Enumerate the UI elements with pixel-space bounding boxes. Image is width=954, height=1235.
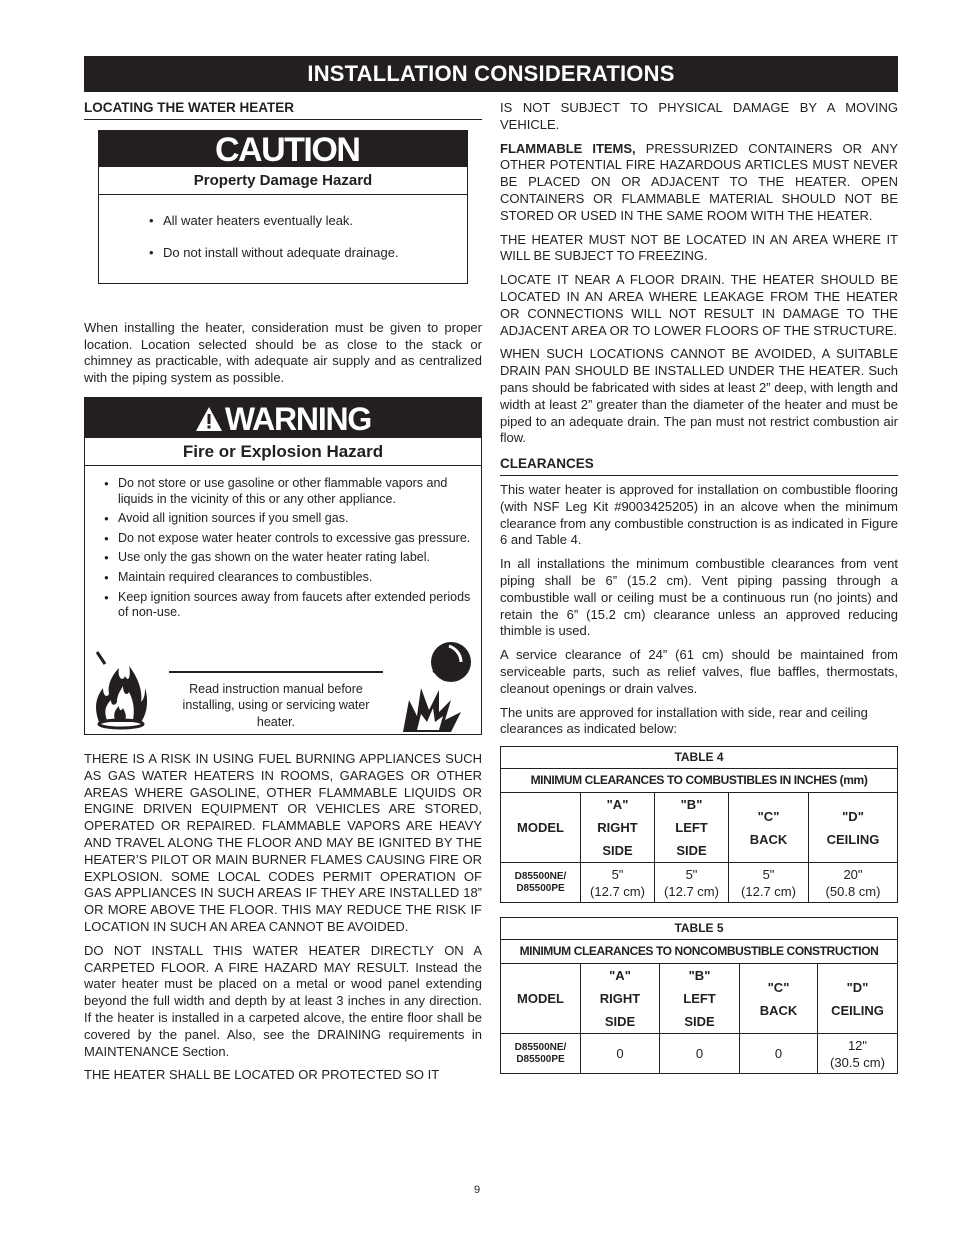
caution-list	[99, 195, 467, 283]
table-header-d: "D" CEILING	[818, 964, 898, 1034]
freezing-paragraph: THE HEATER MUST NOT BE LOCATED IN AN AREA WHERE IT WILL BE SUBJECT TO FREEZING.	[500, 231, 898, 264]
page-number: 9	[473, 1184, 481, 1196]
caution-item: • Do not install without adequate drainage.	[149, 245, 467, 262]
table-cell: 12" (30.5 cm)	[818, 1034, 898, 1074]
caution-item: • All water heaters eventually leak.	[149, 213, 467, 230]
clearances-paragraph-4: The units are approved for installation with side, rear and ceiling clearances as indicated below:	[500, 704, 868, 737]
table-cell: 0	[660, 1034, 740, 1074]
clearances-paragraph-2: In all installations the minimum combustible clearances from vent piping shall be 6” (15.2 cm). Vent piping passing through a combustible wall or ceiling must be a continuous run (no joints) and retain the 6” (15.2 cm) clearance unless an approved reducing thimble is used.	[500, 556, 898, 639]
table-header-d: "D" CEILING	[809, 793, 898, 863]
flammable-rest: PRESSURIZED CONTAINERS OR ANY OTHER POTENTIAL FIRE HAZARDOUS ARTICLES MUST NEVER BE PLACED ON OR ADJACENT TO THE HEATER. OPEN CONTAINERS OR FLAMMABLE MATERIAL SHOULD NOT BE STORED OR USED IN THE SAME ROOM WITH THE HEATER.	[500, 140, 899, 223]
flammable-paragraph	[500, 141, 898, 225]
table-header-a: "A" RIGHT SIDE	[581, 964, 660, 1034]
carpet-paragraph: DO NOT INSTALL THIS WATER HEATER DIRECTLY ON A CARPETED FLOOR. A FIRE HAZARD MAY RESULT. Instead the water heater must be placed on a metal or wood panel extending beyond the full width and depth by at least 3 inches in any direction. If the heater is installed in a carpeted alcove, the entire floor shall be covered by the panel. Also, see the DRAINING requirements in MAINTENANCE Section.	[84, 942, 482, 1059]
table-header-a: "A" RIGHT SIDE	[581, 793, 655, 863]
caution-subtitle: Property Damage Hazard	[99, 167, 467, 195]
table-header-model: MODEL	[501, 964, 581, 1034]
table-header-b: "B" LEFT SIDE	[655, 793, 729, 863]
warning-list	[101, 476, 471, 625]
drain-pan-rest: Such pans should be fabricated with sides at least 2” deep, with length and width at least 2” greater than the diameter of the heater and must be piped to an adequate drain. The pan must not restrict combustion air flow.	[500, 363, 898, 446]
warning-body	[85, 466, 481, 734]
table-5	[500, 917, 898, 1074]
clearances-paragraph-3: A service clearance of 24” (61 cm) should be maintained from serviceable parts, such as relief valves, flue baffles, thermostats, cleanout openings or drain valves.	[500, 647, 898, 696]
warning-item: ● Do not store or use gasoline or other flammable vapors and liquids in the vicinity of this or any other appliance.	[101, 476, 471, 507]
table-caption: MINIMUM CLEARANCES TO NONCOMBUSTIBLE CONSTRUCTION	[501, 940, 898, 964]
read-manual-note: Read instruction manual before installing, using or servicing water heater.	[169, 671, 383, 731]
drain-pan-paragraph	[500, 346, 898, 447]
warning-item: ● Use only the gas shown on the water heater rating label.	[101, 550, 471, 566]
drain-paragraph: LOCATE IT NEAR A FLOOR DRAIN. THE HEATER SHOULD BE LOCATED IN AN AREA WHERE LEAKAGE FROM THE HEATER OR CONNECTIONS WILL NOT RESULT IN DAMAGE TO THE ADJACENT AREA OR TO LOWER FLOORS OF THE STRUCTURE.	[500, 272, 898, 338]
warning-triangle-icon	[195, 400, 223, 442]
fire-flame-icon	[91, 644, 149, 737]
explosion-icon	[399, 640, 479, 737]
right-column	[500, 100, 898, 1074]
warning-item: ● Maintain required clearances to combustibles.	[101, 570, 471, 586]
section-heading-locating: LOCATING THE WATER HEATER	[84, 100, 482, 120]
caution-box	[98, 130, 468, 284]
table-cell-model: D85500NE/ D85500PE	[501, 1034, 581, 1074]
table-header-model: MODEL	[501, 793, 581, 863]
table-cell: 5" (12.7 cm)	[581, 863, 655, 903]
table-4	[500, 746, 898, 903]
section-heading-clearances: CLEARANCES	[500, 456, 898, 476]
clearances-paragraph-1: This water heater is approved for installation on combustible flooring (with NSF Leg Kit #9003425205) in an alcove when the minimum clearance from any combustible construction is as indicated in Figure 6 and Table 4.	[500, 481, 898, 548]
caution-title: CAUTION	[99, 131, 467, 167]
left-column	[84, 100, 482, 1091]
table-cell: 5" (12.7 cm)	[729, 863, 809, 903]
table-cell: 5" (12.7 cm)	[655, 863, 729, 903]
warning-title-bar	[85, 398, 481, 438]
table-title: TABLE 4	[501, 747, 898, 769]
warning-item: ● Avoid all ignition sources if you smell gas.	[101, 511, 471, 527]
vehicle-paragraph: IS NOT SUBJECT TO PHYSICAL DAMAGE BY A MOVING VEHICLE.	[500, 100, 898, 132]
table-cell: 0	[581, 1034, 660, 1074]
table-title: TABLE 5	[501, 918, 898, 940]
flammable-lead: FLAMMABLE ITEMS,	[500, 140, 636, 156]
table-row	[501, 863, 898, 903]
intro-paragraph: When installing the heater, consideration must be given to proper location. Location selected should be as close to the stack or chimney as practicable, with adequate air supply and as centralized with the piping system as possible.	[84, 319, 482, 386]
warning-item: ● Do not expose water heater controls to excessive gas pressure.	[101, 531, 471, 547]
table-header-c: "C" BACK	[729, 793, 809, 863]
table-header-c: "C" BACK	[740, 964, 818, 1034]
table-cell: 20" (50.8 cm)	[809, 863, 898, 903]
warning-subtitle: Fire or Explosion Hazard	[85, 438, 481, 466]
warning-item: ● Keep ignition sources away from faucets after extended periods of non-use.	[101, 590, 471, 621]
warning-box	[84, 397, 482, 735]
table-row	[501, 1034, 898, 1074]
located-paragraph: THE HEATER SHALL BE LOCATED OR PROTECTED SO IT	[84, 1067, 440, 1083]
table-cell-model: D85500NE/ D85500PE	[501, 863, 581, 903]
table-header-b: "B" LEFT SIDE	[660, 964, 740, 1034]
table-caption: MINIMUM CLEARANCES TO COMBUSTIBLES IN INCHES (mm)	[501, 769, 898, 793]
risk-paragraph: THERE IS A RISK IN USING FUEL BURNING APPLIANCES SUCH AS GAS WATER HEATERS IN ROOMS, GARAGES OR OTHER AREAS WHERE GASOLINE, OTHER FLAMMABLE LIQUIDS OR ENGINE DRIVEN EQUIPMENT OR VEHICLES ARE STORED, OPERATED OR REPAIRED. FLAMMABLE VAPORS ARE HEAVY AND TRAVEL ALONG THE FLOOR AND MAY BE IGNITED BY THE HEATER’S PILOT OR MAIN BURNER FLAMES CAUSING FIRE OR EXPLOSION. SOME LOCAL CODES PERMIT OPERATION OF GAS APPLIANCES IN SUCH AREAS IF THEY ARE INSTALLED 18” OR MORE ABOVE THE FLOOR. THIS MAY REDUCE THE RISK IF LOCATION IN SUCH AN AREA CANNOT BE AVOIDED.	[84, 750, 482, 934]
drain-pan-upper: WHEN SUCH LOCATIONS CANNOT BE AVOIDED, A SUITABLE DRAIN PAN SHOULD BE INSTALLED UNDER THE HEATER.	[500, 346, 898, 379]
page-banner: INSTALLATION CONSIDERATIONS	[84, 56, 898, 92]
table-cell: 0	[740, 1034, 818, 1074]
warning-title: WARNING	[224, 400, 372, 437]
